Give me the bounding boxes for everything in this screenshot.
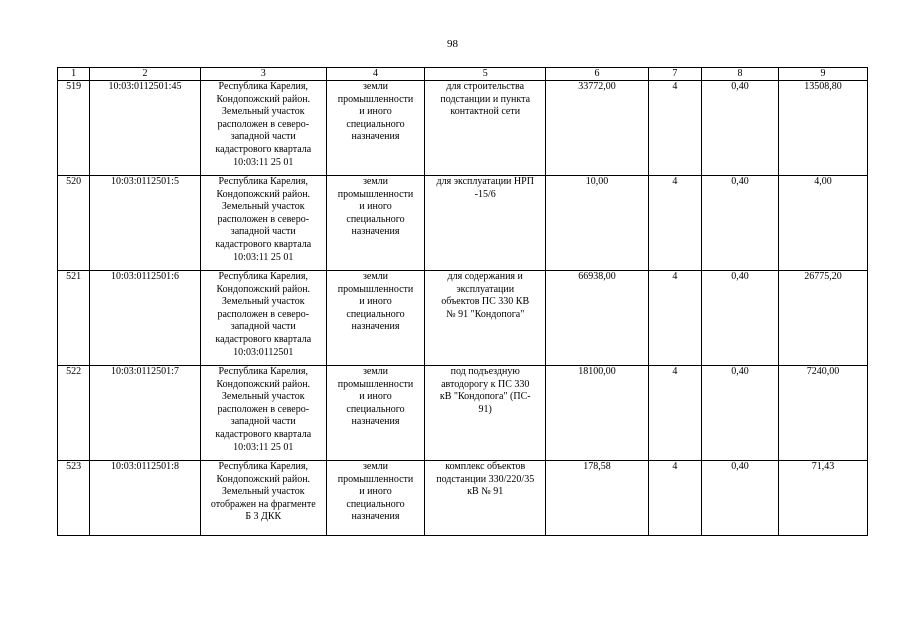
cadastral-number-cell: 10:03:0112501:6 [90, 271, 200, 366]
row-number-cell: 521 [58, 271, 90, 366]
land-category-cell-line: назначения [351, 131, 400, 143]
permitted-use-cell-line: подстанции 330/220/35 [436, 473, 535, 485]
land-category-cell-line: и иного [359, 296, 392, 308]
land-plots-table [57, 67, 868, 536]
permitted-use-cell-line: для эксплуатации НРП [436, 176, 534, 187]
location-cell-line: кадастрового квартала [215, 333, 312, 345]
land-category-cell [326, 176, 424, 271]
land-category-cell-line: земли [362, 461, 389, 472]
location-cell [200, 271, 326, 366]
location-cell-line: расположен в северо- [217, 118, 310, 130]
location-cell-line: кадастрового квартала [215, 143, 312, 155]
land-category-cell-line: и иного [359, 486, 392, 498]
permitted-use-cell [425, 176, 546, 271]
location-cell-line: кадастрового квартала [215, 238, 312, 250]
page-number: 98 [447, 38, 458, 50]
column-8-cell: 0,40 [702, 81, 779, 176]
land-category-cell-line: земли [362, 271, 389, 282]
column-header: 1 [58, 68, 90, 81]
location-cell [200, 366, 326, 461]
table-row [58, 366, 868, 461]
permitted-use-cell [425, 366, 546, 461]
land-category-cell-line: земли [362, 81, 389, 92]
land-category-cell-line: промышленности [337, 473, 414, 485]
column-8-cell: 0,40 [702, 461, 779, 536]
location-cell-line: Республика Карелия, [218, 176, 308, 187]
location-cell-line: Республика Карелия, [218, 461, 308, 472]
permitted-use-cell-line: объектов ПС 330 КВ [441, 296, 530, 308]
row-number-cell: 522 [58, 366, 90, 461]
land-category-cell-line: назначения [351, 321, 400, 333]
location-cell-line: Земельный участок [221, 296, 305, 308]
table-row [58, 461, 868, 536]
location-cell-line: западной части [230, 226, 296, 238]
column-header: 8 [702, 68, 779, 81]
land-category-cell-line: назначения [351, 511, 400, 523]
area-cell: 178,58 [546, 461, 648, 536]
permitted-use-cell-line: подстанции и пункта [440, 93, 531, 105]
land-category-cell [326, 81, 424, 176]
permitted-use-cell-line: -15/6 [474, 188, 496, 200]
column-9-cell: 13508,80 [778, 81, 867, 176]
location-cell-line: кадастрового квартала [215, 428, 312, 440]
land-category-cell-line: специального [346, 403, 405, 415]
permitted-use-cell-line: контактной сети [450, 106, 521, 118]
location-cell-line: расположен в северо- [217, 403, 310, 415]
land-category-cell-line: специального [346, 213, 405, 225]
location-cell [200, 461, 326, 536]
column-header: 6 [546, 68, 648, 81]
column-header: 3 [200, 68, 326, 81]
area-cell: 18100,00 [546, 366, 648, 461]
permitted-use-cell-line: для содержания и [447, 271, 523, 282]
permitted-use-cell [425, 271, 546, 366]
column-9-cell: 4,00 [778, 176, 867, 271]
land-category-cell-line: и иного [359, 391, 392, 403]
permitted-use-cell-line: комплекс объектов [445, 461, 526, 472]
permitted-use-cell-line: под подъездную [450, 366, 520, 377]
location-cell [200, 81, 326, 176]
location-cell-line: 10:03:11 25 01 [233, 251, 294, 263]
land-category-cell-line: земли [362, 366, 389, 377]
land-category-cell [326, 271, 424, 366]
location-cell-line: Республика Карелия, [218, 271, 308, 282]
row-number-cell: 520 [58, 176, 90, 271]
location-cell-line: 10:03:0112501 [233, 346, 294, 358]
location-cell-line: расположен в северо- [217, 308, 310, 320]
column-7-cell: 4 [648, 176, 702, 271]
land-category-cell-line: специального [346, 118, 405, 130]
cadastral-number-cell: 10:03:0112501:7 [90, 366, 200, 461]
permitted-use-cell-line: кВ "Кондопога" (ПС- [439, 391, 531, 403]
land-category-cell [326, 366, 424, 461]
column-7-cell: 4 [648, 366, 702, 461]
column-7-cell: 4 [648, 81, 702, 176]
permitted-use-cell-line: эксплуатации [456, 283, 515, 295]
table-row [58, 81, 868, 176]
table-row [58, 271, 868, 366]
permitted-use-cell-line: автодорогу к ПС 330 [441, 378, 530, 390]
area-cell: 66938,00 [546, 271, 648, 366]
location-cell-line: западной части [230, 416, 296, 428]
column-header: 5 [425, 68, 546, 81]
location-cell [200, 176, 326, 271]
column-7-cell: 4 [648, 271, 702, 366]
land-category-cell-line: специального [346, 498, 405, 510]
permitted-use-cell [425, 461, 546, 536]
location-cell-line: 10:03:11 25 01 [233, 441, 294, 453]
area-cell: 10,00 [546, 176, 648, 271]
cadastral-number-cell: 10:03:0112501:45 [90, 81, 200, 176]
column-9-cell: 26775,20 [778, 271, 867, 366]
column-8-cell: 0,40 [702, 271, 779, 366]
column-9-cell: 7240,00 [778, 366, 867, 461]
location-cell-line: Земельный участок [221, 391, 305, 403]
land-category-cell [326, 461, 424, 536]
location-cell-line: 10:03:11 25 01 [233, 156, 294, 168]
column-header: 2 [90, 68, 200, 81]
location-cell-line: западной части [230, 321, 296, 333]
column-header: 7 [648, 68, 702, 81]
area-cell: 33772,00 [546, 81, 648, 176]
column-9-cell: 71,43 [778, 461, 867, 536]
land-category-cell-line: промышленности [337, 93, 414, 105]
location-cell-line: Кондопожский район. [216, 473, 311, 485]
location-cell-line: Земельный участок [221, 486, 305, 498]
land-category-cell-line: и иного [359, 106, 392, 118]
permitted-use-cell-line: кВ № 91 [467, 486, 504, 498]
location-cell-line: Кондопожский район. [216, 93, 311, 105]
cadastral-number-cell: 10:03:0112501:5 [90, 176, 200, 271]
land-category-cell-line: земли [362, 176, 389, 187]
column-8-cell: 0,40 [702, 176, 779, 271]
column-8-cell: 0,40 [702, 366, 779, 461]
table-header-row [58, 68, 868, 81]
permitted-use-cell-line: для строительства [446, 81, 525, 92]
cadastral-number-cell: 10:03:0112501:8 [90, 461, 200, 536]
location-cell-line: Кондопожский район. [216, 378, 311, 390]
column-7-cell: 4 [648, 461, 702, 536]
land-category-cell-line: назначения [351, 416, 400, 428]
location-cell-line: Земельный участок [221, 201, 305, 213]
location-cell-line: отображен на фрагменте [210, 498, 316, 510]
land-category-cell-line: специального [346, 308, 405, 320]
location-cell-line: Б 3 ДКК [245, 511, 282, 523]
land-category-cell-line: и иного [359, 201, 392, 213]
location-cell-line: западной части [230, 131, 296, 143]
land-category-cell-line: промышленности [337, 188, 414, 200]
location-cell-line: Республика Карелия, [218, 81, 308, 92]
column-header: 9 [778, 68, 867, 81]
column-header: 4 [326, 68, 424, 81]
location-cell-line: Земельный участок [221, 106, 305, 118]
land-category-cell-line: назначения [351, 226, 400, 238]
permitted-use-cell-line: 91) [478, 403, 492, 415]
permitted-use-cell [425, 81, 546, 176]
table-row [58, 176, 868, 271]
land-category-cell-line: промышленности [337, 283, 414, 295]
permitted-use-cell-line: № 91 "Кондопога" [446, 308, 525, 320]
location-cell-line: Кондопожский район. [216, 188, 311, 200]
location-cell-line: Республика Карелия, [218, 366, 308, 377]
location-cell-line: Кондопожский район. [216, 283, 311, 295]
table-body [58, 81, 868, 536]
land-category-cell-line: промышленности [337, 378, 414, 390]
row-number-cell: 523 [58, 461, 90, 536]
row-number-cell: 519 [58, 81, 90, 176]
location-cell-line: расположен в северо- [217, 213, 310, 225]
